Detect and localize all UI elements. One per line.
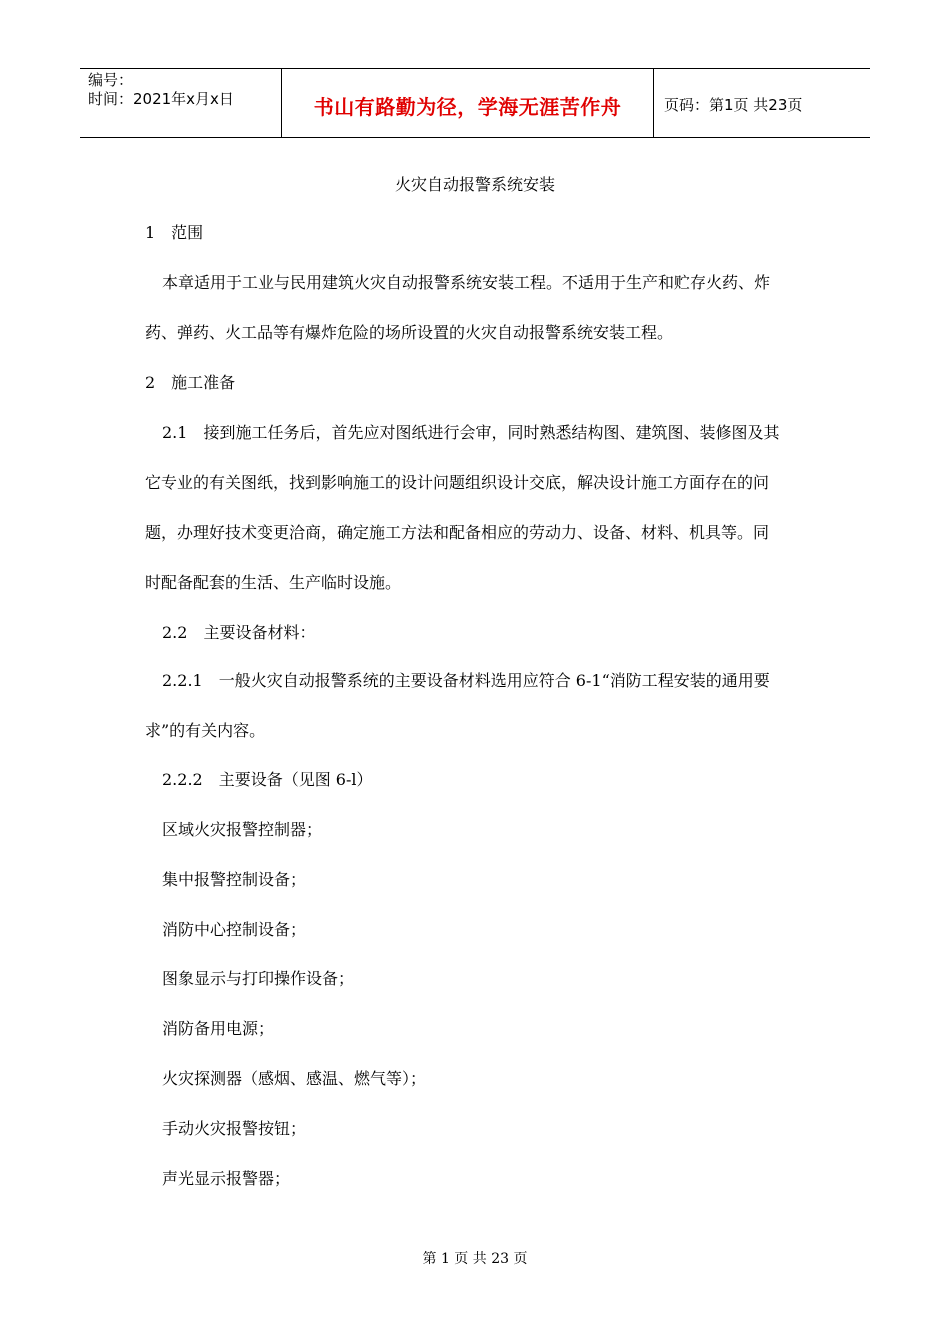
page-footer: 第 1 页 共 23 页 xyxy=(422,1251,528,1267)
header-motto: 书山有路勤为径，学海无涯苦作舟 xyxy=(282,69,654,137)
section-heading: 2 施工准备 xyxy=(145,373,236,392)
paragraph-line: 2.2.1 一般火灾自动报警系统的主要设备材料选用应符合 6-1“消防工程安装的通用要 xyxy=(162,671,770,690)
subsection-heading: 2.2 主要设备材料： xyxy=(162,623,316,642)
paragraph-line: 2.1 接到施工任务后，首先应对图纸进行会审，同时熟悉结构图、建筑图、装修图及其 xyxy=(162,423,780,442)
paragraph-line: 本章适用于工业与民用建筑火灾自动报警系统安装工程。不适用于生产和贮存火药、炸 xyxy=(162,273,771,292)
page-header xyxy=(80,68,870,138)
doc-number-label: 编号： xyxy=(88,71,134,89)
doc-date: 时间：2021年x月x日 xyxy=(88,90,234,108)
list-item: 手动火灾报警按钮； xyxy=(162,1119,307,1138)
list-item: 声光显示报警器； xyxy=(162,1169,291,1188)
section-heading: 1 范围 xyxy=(145,223,204,242)
list-item: 图象显示与打印操作设备； xyxy=(162,969,355,988)
list-item: 火灾探测器（感烟、感温、燃气等）； xyxy=(162,1069,427,1088)
header-page-info: 页码：第1页 共23页 xyxy=(664,95,803,114)
paragraph-line: 求”的有关内容。 xyxy=(145,721,266,740)
list-item: 区域火灾报警控制器； xyxy=(162,820,323,839)
paragraph-line: 它专业的有关图纸，找到影响施工的设计问题组织设计交底，解决设计施工方面存在的问 xyxy=(145,473,770,492)
paragraph-line: 药、弹药、火工品等有爆炸危险的场所设置的火灾自动报警系统安装工程。 xyxy=(145,323,674,342)
list-item: 消防备用电源； xyxy=(162,1019,275,1038)
list-item: 集中报警控制设备； xyxy=(162,870,307,889)
paragraph-line: 时配备配套的生活、生产临时设施。 xyxy=(145,573,402,592)
document-title: 火灾自动报警系统安装 xyxy=(394,175,555,194)
paragraph-line: 题，办理好技术变更洽商，确定施工方法和配备相应的劳动力、设备、材料、机具等。同 xyxy=(145,523,770,542)
list-item: 消防中心控制设备； xyxy=(162,920,307,939)
subsection-heading: 2.2.2 主要设备（见图 6-l） xyxy=(162,770,373,789)
header-left-cell xyxy=(80,69,282,137)
